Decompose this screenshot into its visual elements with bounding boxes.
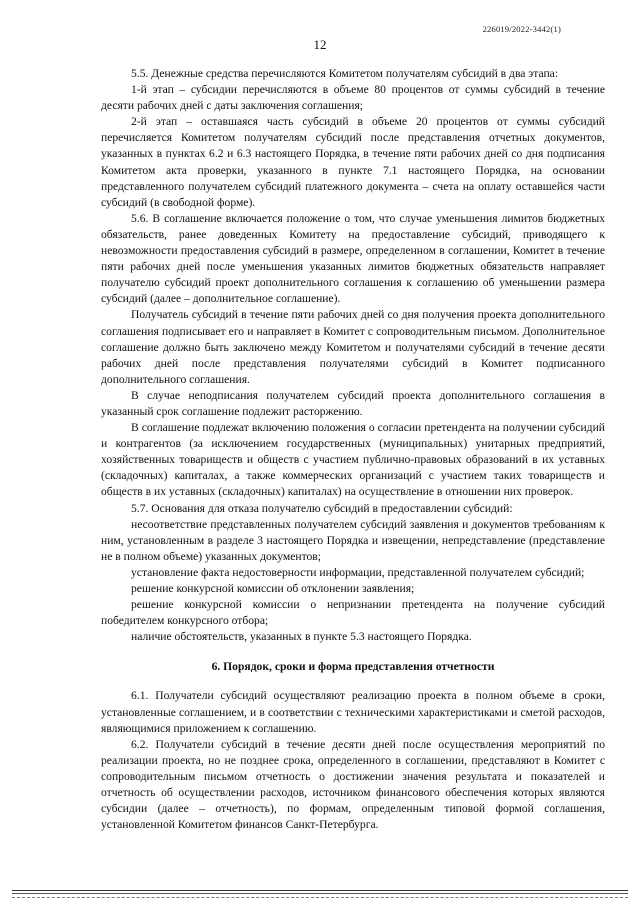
bottom-scan-edge	[12, 897, 628, 898]
paragraph: 6.2. Получатели субсидий в течение десяти дней после осуществления мероприятий по реализации проекта, но не позднее срока, определенного в соглашении, представляют в Комитет с сопроводительным письмом отчетность о достижении значения результата и показателей и отчетность об осуществлении расходов, источником финансового обеспечения которых являются субсидии (далее – отчетность), по формам, определенным типовой формой соглашения, установленной Комитетом финансов Санкт-Петербурга.	[101, 737, 605, 832]
paragraph: наличие обстоятельств, указанных в пункте 5.3 настоящего Порядка.	[131, 630, 472, 644]
document-body	[101, 66, 605, 833]
bottom-border-line	[12, 890, 628, 894]
paragraph: 6.1. Получатели субсидий осуществляют реализацию проекта в полном объеме в сроки, установленные соглашением, и в соответствии с техническими характеристиками и сметой расходов, являющимися приложением к соглашению.	[101, 689, 605, 735]
paragraph: 5.5. Денежные средства перечисляются Комитетом получателям субсидий в два этапа:	[131, 67, 559, 80]
paragraph: В случае неподписания получателем субсидий проекта дополнительного соглашения в указанный срок соглашение подлежит расторжению.	[101, 388, 605, 418]
paragraph: установление факта недостоверности информации, представленной получателем субсидий;	[131, 565, 585, 579]
paragraph: 2-й этап – оставшаяся часть субсидий в объеме 20 процентов от суммы субсидий перечисляется Комитетом получателям субсидий после представления отчетных документов, указанных в пунктах 6.2 и 6.3 настоящего Порядка, в течение пяти рабочих дней со дня подписания Комитетом акта проверки, указанного в пункте 7.1 настоящего Порядка, на основании представленного получателем субсидий платежного документа – счета на оплату оставшейся части субсидий (в свободной форме).	[101, 115, 605, 209]
document-id: 226019/2022-3442(1)	[482, 24, 561, 34]
paragraph: 1-й этап – субсидии перечисляются в объеме 80 процентов от суммы субсидий в течение десяти рабочих дней с даты заключения соглашения;	[101, 83, 605, 113]
page-number: 12	[313, 37, 327, 52]
paragraph: Получатель субсидий в течение пяти рабочих дней со дня получения проекта дополнительного соглашения подписывает его и направляет в Комитет с сопроводительным письмом. Дополнительное соглашение должно быть заключено между Комитетом и получателями субсидий в течение десяти рабочих дней после представления получателями субсидий в Комитет подписанного дополнительного соглашения.	[101, 308, 605, 386]
paragraph: решение конкурсной комиссии о непризнании претендента на получение субсидий победителем конкурсного отбора;	[101, 598, 605, 628]
paragraph: 5.6. В соглашение включается положение о том, что случае уменьшения лимитов бюджетных обязательств, ранее доведенных Комитету на предоставление субсидий, приводящего к невозможности предоставления субсидий в размере, определенном в соглашении, Комитет в течение пяти рабочих дней после уменьшения указанных лимитов бюджетных обязательств направляет получателю субсидий проект дополнительного соглашения к соглашению об уменьшении размера субсидий (далее – дополнительное соглашение).	[101, 211, 605, 306]
section-heading: 6. Порядок, сроки и форма представления отчетности	[211, 660, 495, 674]
paragraph: 5.7. Основания для отказа получателю субсидий в предоставлении субсидий:	[131, 501, 513, 515]
paragraph: несоответствие представленных получателем субсидий заявления и документов требованиям к ним, установленным в разделе 3 настоящего Порядка и извещении, непредставление (представление не в полном объеме) указанных документов;	[101, 517, 605, 563]
paragraph: решение конкурсной комиссии об отклонении заявления;	[131, 582, 415, 595]
paragraph: В соглашение подлежат включению положения о согласии претендента на получении субсидий и контрагентов (за исключением государственных (муниципальных) унитарных предприятий, хозяйственных товариществ и обществ с участием публично-правовых образований в их уставных (складочных) капиталах, а также коммерческих организаций с участием таких товариществ и обществ в их уставных (складочных) капиталах) на осуществление в отношении них проверок.	[101, 421, 605, 499]
